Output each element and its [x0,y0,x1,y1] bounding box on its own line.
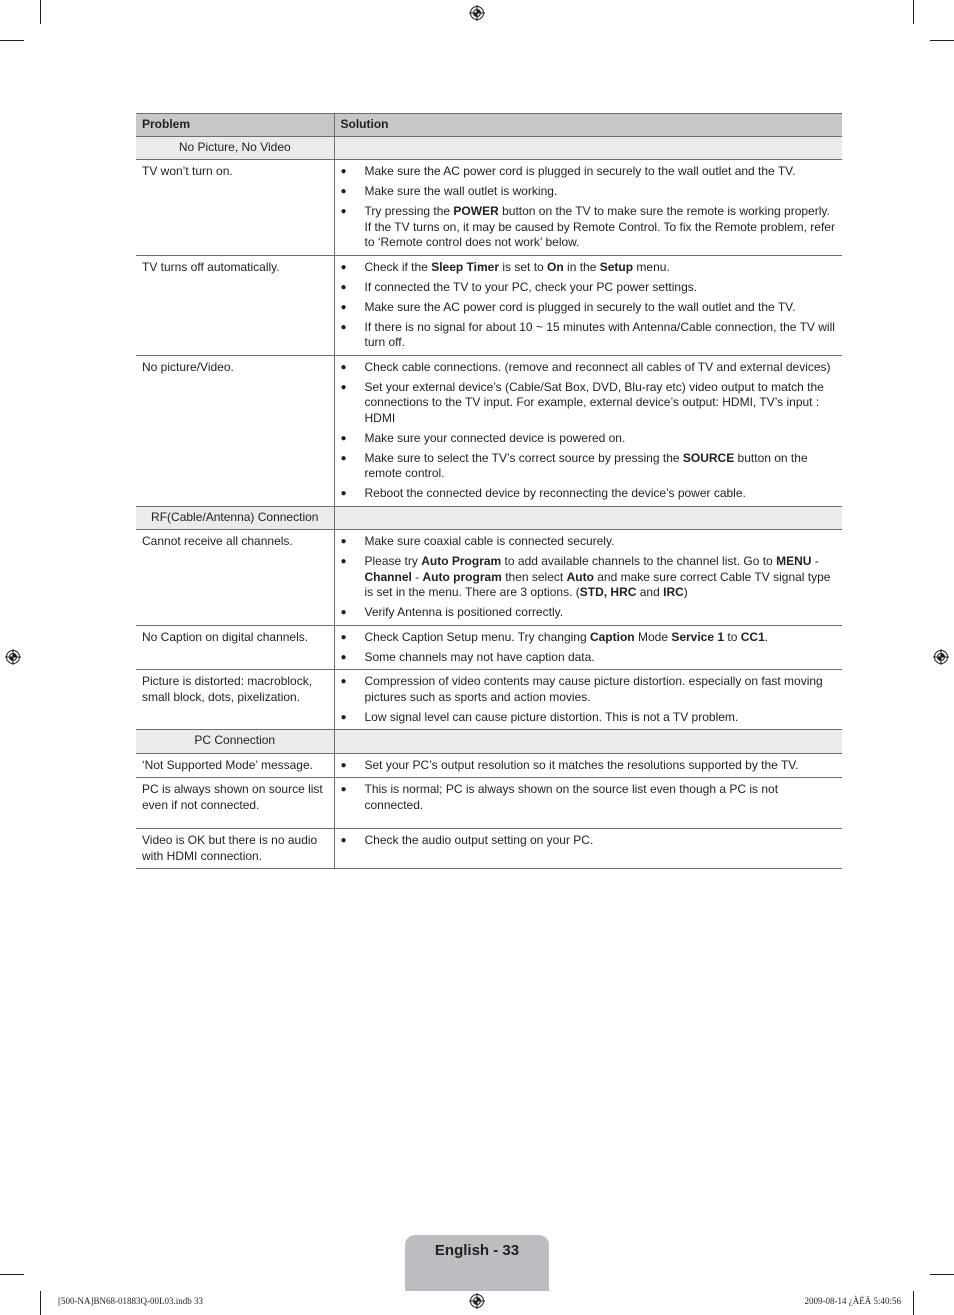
solution-text: Make sure the AC power cord is plugged in securely to the wall outlet and the TV. [364,164,796,178]
problem-cell: TV won’t turn on. [136,160,334,256]
table-row [136,778,842,829]
solution-cell [334,255,842,355]
solution-text: Set your external device’s (Cable/Sat Box, DVD, Blu-ray etc) video output to match the connections to the TV input. For example, external device’s output: HDMI, TV’s input : HDMI [364,379,824,425]
solution-item [341,710,837,726]
bullet-icon: ● [340,206,347,217]
emphasis-text: On [547,259,564,274]
solution-text: then select [501,569,567,584]
bullet-icon: ● [340,536,347,547]
solution-list [341,630,837,666]
problem-cell: TV turns off automatically. [136,255,334,355]
bullet-icon: ● [340,452,347,464]
emphasis-text: IRC [663,585,684,599]
solution-cell [334,355,842,506]
solution-text: Try pressing the [364,204,454,218]
crop-mark [40,1291,41,1315]
solution-item [341,320,837,351]
emphasis-text: CC1 [740,629,765,644]
section-row [136,730,842,754]
bullet-icon: ● [340,835,347,846]
bullet-icon: ● [340,186,347,197]
bullet-icon: ● [340,711,347,723]
solution-text: menu. [633,259,670,274]
solution-item [341,486,837,502]
registration-mark-icon [5,649,21,665]
crop-mark [930,40,954,41]
problem-cell: PC is always shown on source list even if not connected. [136,778,334,829]
solution-list [341,833,837,849]
solution-text: Compression of video contents may cause picture distortion. especially on fast moving pictures such as sports and action movies. [364,674,823,704]
table-header-row [136,114,842,137]
bullet-icon: ● [340,321,347,333]
solution-item [341,650,837,666]
solution-item [341,782,837,813]
bullet-icon: ● [340,261,347,273]
bullet-icon: ● [340,381,347,393]
solution-text: Make sure coaxial cable is connected securely. [364,534,615,548]
registration-mark-icon [469,5,485,21]
solution-text: If there is no signal for about 10 ~ 15 minutes with Antenna/Cable connection, the TV will turn off. [364,319,835,349]
problem-cell: Video is OK but there is no audio with HDMI connection. [136,829,334,869]
solution-text: to add available channels to the channel list. Go to [501,554,777,568]
solution-text: to [724,629,741,644]
solution-cell [334,160,842,256]
table-row [136,670,842,730]
solution-text: Check Caption Setup menu. Try changing [364,629,590,644]
emphasis-text: Service 1 [671,629,725,644]
solution-list [341,534,837,621]
emphasis-text: MENU [776,554,812,568]
solution-list [341,758,837,774]
emphasis-text: Auto Program [421,554,502,568]
problem-cell: Cannot receive all channels. [136,530,334,626]
solution-text: in the [563,259,600,274]
solution-list [341,260,837,351]
bullet-icon: ● [340,361,347,373]
bullet-icon: ● [340,607,347,618]
solution-item [341,204,837,251]
solution-text: - [811,554,819,568]
section-title: RF(Cable/Antenna) Connection [136,506,334,530]
solution-text: button on the remote control. [364,450,808,480]
solution-cell [334,778,842,829]
solution-item [341,300,837,316]
registration-mark-icon [933,649,949,665]
solution-text: Check the audio output setting on your PC. [364,833,594,847]
solution-list [341,360,837,502]
problem-cell: No Caption on digital channels. [136,625,334,670]
solution-text: . [764,629,769,644]
solution-item [341,758,837,774]
solution-text: This is normal; PC is always shown on the source list even though a PC is not connected. [364,782,779,812]
solution-item [341,674,837,705]
solution-text: Reboot the connected device by reconnecting the device’s power cable. [364,486,746,500]
solution-item [341,431,837,447]
bullet-icon: ● [340,631,347,643]
solution-text: Verify Antenna is positioned correctly. [364,605,564,619]
solution-text: If connected the TV to your PC, check your PC power settings. [364,279,698,294]
table-body [136,136,842,869]
bullet-icon: ● [340,784,347,795]
solution-text: Check if the [364,259,432,274]
solution-cell [334,829,842,869]
bullet-icon: ● [340,676,347,687]
table-row [136,829,842,869]
solution-text: Make sure the AC power cord is plugged in securely to the wall outlet and the TV. [364,299,796,314]
emphasis-text: Channel [364,569,412,584]
solution-text: Please try [364,554,422,568]
table-row [136,530,842,626]
problem-cell: No picture/Video. [136,355,334,506]
emphasis-text: SOURCE [682,450,735,465]
troubleshooting-table [136,113,842,869]
section-row [136,506,842,530]
solution-text: Make sure your connected device is powered on. [364,430,626,445]
solution-cell [334,753,842,778]
solution-text: Make sure the wall outlet is working. [364,184,558,198]
solution-item [341,184,837,200]
table-row [136,625,842,670]
solution-item [341,451,837,482]
emphasis-text: STD, HRC [579,585,637,599]
table-row [136,160,842,256]
solution-item [341,360,837,376]
crop-mark [913,1291,914,1315]
print-slug-left: [500-NA]BN68-01883Q-00L03.indb 33 [58,1296,203,1306]
solution-item [341,260,837,276]
solution-cell [334,670,842,730]
emphasis-text: Caption [589,629,635,644]
solution-list [341,782,837,813]
solution-text: Some channels may not have caption data. [364,649,595,664]
solution-text: Make sure to select the TV’s correct source by pressing the [364,450,683,465]
bullet-icon: ● [340,166,347,177]
table-row [136,255,842,355]
section-solution-cell [334,730,842,754]
solution-column-header: Solution [334,114,842,137]
solution-text: Set your PC’s output resolution so it matches the resolutions supported by the TV. [364,757,799,772]
solution-text: Mode [634,629,672,644]
section-solution-cell [334,506,842,530]
solution-item [341,164,837,180]
solution-text: button on the TV to make sure the remote is working properly. If the TV turns on, it may be caused by Remote Control. To fix the Remote problem, refer to ‘Remote control does not work’ below. [364,204,835,249]
solution-item [341,534,837,550]
bullet-icon: ● [340,651,347,663]
section-solution-cell [334,136,842,160]
crop-mark [913,0,914,24]
bullet-icon: ● [340,556,347,567]
solution-item [341,554,837,601]
page-number-tab [405,1235,549,1291]
bullet-icon: ● [340,759,347,771]
solution-text: Low signal level can cause picture distortion. This is not a TV problem. [364,709,739,724]
problem-column-header: Problem [136,114,334,137]
crop-mark [0,1274,24,1275]
emphasis-text: Setup [599,259,634,274]
emphasis-text: POWER [453,204,499,218]
solution-list [341,164,837,251]
solution-item [341,833,837,849]
table-row [136,355,842,506]
solution-text: and make sure correct Cable TV signal type is set in the menu. There are 3 options. ( [364,569,831,599]
solution-text: and [636,585,664,599]
bullet-icon: ● [340,281,347,293]
crop-mark [0,40,24,41]
crop-mark [930,1274,954,1275]
solution-item [341,630,837,646]
solution-item [341,280,837,296]
bullet-icon: ● [340,488,347,499]
solution-text: is set to [499,259,548,274]
solution-item [341,380,837,427]
emphasis-text: Auto program [422,569,502,584]
bullet-icon: ● [340,301,347,313]
problem-cell: Picture is distorted: macroblock, small block, dots, pixelization. [136,670,334,730]
section-title: No Picture, No Video [136,136,334,160]
solution-text: - [411,569,423,584]
emphasis-text: Sleep Timer [431,259,500,274]
solution-text: Check cable connections. (remove and reconnect all cables of TV and external devices) [364,359,831,374]
solution-cell [334,530,842,626]
solution-text: ) [683,585,688,599]
print-slug-right: 2009-08-14 ¿ÀÈÄ 5:40:56 [804,1296,901,1306]
table-row [136,753,842,778]
section-row [136,136,842,160]
page-number-label: English - 33 [434,1242,520,1259]
solution-cell [334,625,842,670]
solution-list [341,674,837,725]
bullet-icon: ● [340,432,347,444]
registration-mark-icon [469,1293,485,1309]
section-title: PC Connection [136,730,334,754]
crop-mark [40,0,41,24]
emphasis-text: Auto [566,569,594,584]
solution-item [341,605,837,621]
problem-cell: ‘Not Supported Mode’ message. [136,753,334,778]
